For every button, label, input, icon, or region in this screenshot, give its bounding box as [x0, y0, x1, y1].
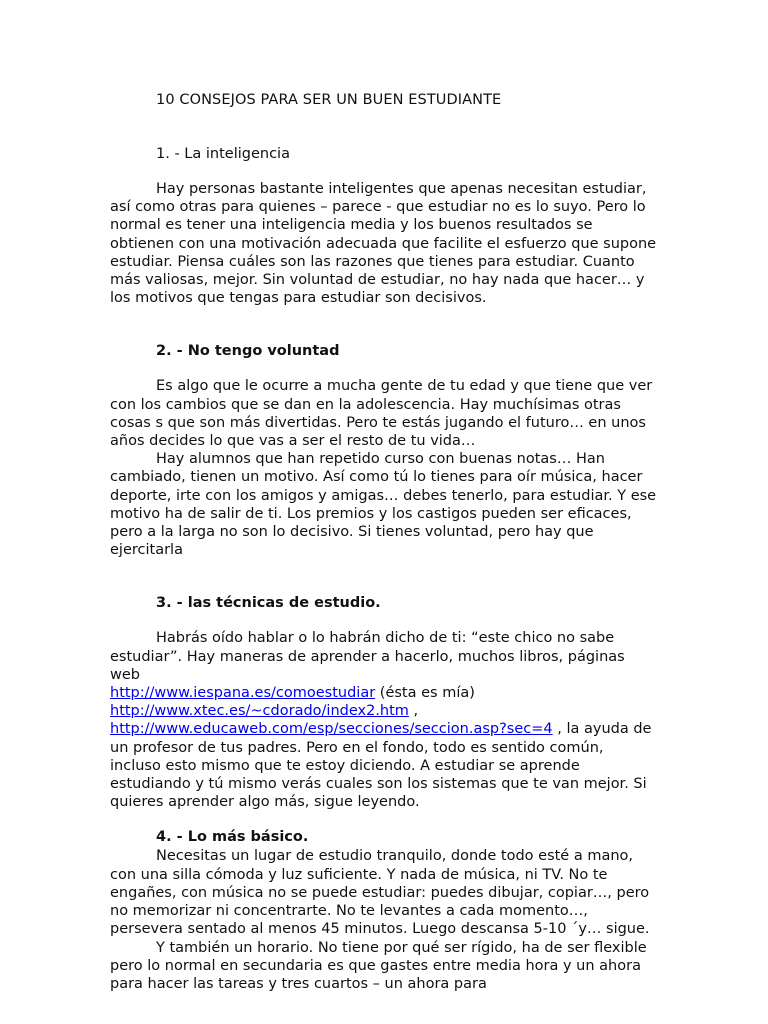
paragraph: Hay alumnos que han repetido curso con buenas notas… Han cambiado, tienen un motivo. Así como tú lo tienes para oír música, hacer deporte, irte con los amigos y amigas… debes tenerlo, para estudiar. Y ese motivo ha de salir de ti. Los premios y los castigos pueden ser eficaces, pero a la larga no son lo decisivo. Si tienes voluntad, pero hay que ejercitarla	[110, 451, 657, 559]
section-heading-2	[156, 341, 658, 361]
section-heading-1	[156, 144, 658, 164]
link-line	[110, 720, 658, 811]
link-line	[110, 702, 658, 720]
link-educaweb[interactable]: http://www.educaweb.com/esp/secciones/seccion.asp?sec=4	[110, 721, 553, 738]
section-title: Lo más básico.	[187, 829, 309, 846]
link-line	[110, 684, 658, 702]
section-heading-3	[156, 593, 658, 613]
paragraph: Habrás oído hablar o lo habrán dicho de ti: “este chico no sabe estudiar”. Hay maneras de aprender a hacerlo, muchos libros, páginas web	[110, 630, 625, 683]
link-note: ,	[408, 703, 419, 720]
section-number: 3. -	[156, 595, 188, 612]
section-number: 2. -	[156, 343, 188, 360]
link-xtec[interactable]: http://www.xtec.es/~cdorado/index2.htm	[110, 703, 409, 720]
paragraph: Y también un horario. No tiene por qué ser rígido, ha de ser flexible pero lo normal en secundaria es que gastes entre media hora y un ahora para hacer las tareas y tres cuartos – un ahora para	[110, 939, 647, 992]
paragraph: Es algo que le ocurre a mucha gente de tu edad y que tiene que ver con los cambios que se dan en la adolescencia. Hay muchísimas otras cosas s que son más divertidas. Pero te estás jugando el futuro… en unos años decides lo que vas a ser el resto de tu vida…	[110, 378, 653, 450]
paragraph: Hay personas bastante inteligentes que apenas necesitan estudiar, así como otras para quienes – parece - que estudiar no es lo suyo. Pero lo normal es tener una inteligencia media y los buenos resultados se obtienen con una motivación adecuada que facilite el esfuerzo que supone estudiar. Piensa cuáles son las razones que tienes para estudiar. Cuanto más valiosas, mejor. Sin voluntad de estudiar, no hay nada que hacer… y los motivos que tengas para estudiar son decisivos.	[110, 181, 657, 307]
section-title: las técnicas de estudio.	[187, 595, 381, 612]
link-iespana[interactable]: http://www.iespana.es/comoestudiar	[110, 685, 376, 702]
paragraph: Necesitas un lugar de estudio tranquilo, donde todo esté a mano, con una silla cómoda y luz suficiente. Y nada de música, ni TV. No te engañes, con música no se puede estudiar: puedes dibujar, copiar…, pero no memorizar ni concentrarte. No te levantes a cada momento…, persevera sentado al menos 45 minutos. Luego descansa 5-10 ´y… sigue.	[110, 848, 650, 938]
section-title: No tengo voluntad	[187, 343, 340, 360]
link-continuation: , la ayuda de un profesor de tus padres. Pero en el fondo, todo es sentido común, incluso esto mismo que te estoy diciendo. A estudiar se aprende estudiando y tú mismo verás cuales son los sistemas que te van mejor. Si quieres aprender algo más, sigue leyendo.	[110, 721, 652, 811]
link-note: (ésta es mía)	[375, 685, 475, 702]
section-title: La inteligencia	[184, 146, 290, 162]
section-heading-4	[156, 827, 658, 847]
section-number: 4. -	[156, 829, 188, 846]
section-number: 1. -	[156, 146, 185, 162]
document-title: 10 CONSEJOS PARA SER UN BUEN ESTUDIANTE	[156, 92, 502, 108]
